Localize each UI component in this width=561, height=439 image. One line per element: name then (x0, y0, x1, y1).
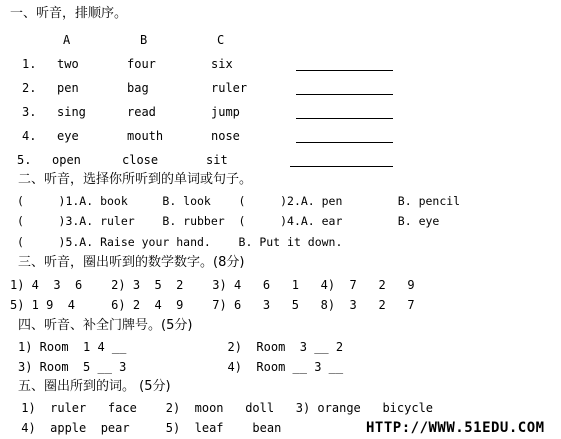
number-line: 5) 1 9 4 6) 2 4 9 7) 6 3 5 8) 3 2 7 (10, 298, 415, 312)
section-4-heading: 四、听音、补全门牌号。(5分) (18, 318, 193, 333)
answer-blank[interactable] (296, 70, 393, 71)
option-b: read (127, 105, 156, 119)
section-3-heading: 三、听音，圈出听到的数学数字。(8分) (18, 255, 245, 270)
option-c: six (211, 57, 233, 71)
answer-blank[interactable] (296, 118, 393, 119)
option-b: close (122, 153, 159, 167)
option-c: nose (211, 129, 240, 143)
answer-blank[interactable] (296, 142, 393, 143)
choice-line: ( )5.A. Raise your hand. B. Put it down. (17, 235, 343, 249)
answer-blank[interactable] (290, 166, 393, 167)
choice-line: ( )3.A. ruler B. rubber ( )4.A. ear B. eye (17, 214, 440, 228)
room-line: 3) Room 5 __ 3 4) Room __ 3 __ (18, 360, 344, 374)
section-2-heading: 二、听音，选择你所听到的单词或句子。 (18, 172, 253, 187)
section-1-heading: 一、听音，排顺序。 (10, 6, 128, 21)
option-c: sit (206, 153, 228, 167)
option-a: open (52, 153, 81, 167)
word-line: 1) ruler face 2) moon doll 3) orange bicycle (14, 401, 434, 415)
column-b-label: B (140, 33, 148, 47)
row-number: 2. (22, 81, 37, 95)
watermark-url: HTTP://WWW.51EDU.COM (366, 420, 545, 436)
row-number: 5. (17, 153, 32, 167)
option-a: sing (57, 105, 86, 119)
number-line: 1) 4 3 6 2) 3 5 2 3) 4 6 1 4) 7 2 9 (10, 278, 415, 292)
column-a-label: A (63, 33, 71, 47)
option-a: eye (57, 129, 79, 143)
answer-blank[interactable] (296, 94, 393, 95)
section-5-heading: 五、圈出所到的词。 (5分) (18, 379, 171, 394)
room-line: 1) Room 1 4 __ 2) Room 3 __ 2 (18, 340, 344, 354)
row-number: 3. (22, 105, 37, 119)
word-line: 4) apple pear 5) leaf bean (14, 421, 282, 435)
option-b: mouth (127, 129, 164, 143)
option-a: two (57, 57, 79, 71)
option-c: jump (211, 105, 240, 119)
option-b: four (127, 57, 156, 71)
row-number: 4. (22, 129, 37, 143)
choice-line: ( )1.A. book B. look ( )2.A. pen B. pencil (17, 194, 461, 208)
row-number: 1. (22, 57, 37, 71)
option-b: bag (127, 81, 149, 95)
option-a: pen (57, 81, 79, 95)
option-c: ruler (211, 81, 248, 95)
column-c-label: C (217, 33, 225, 47)
